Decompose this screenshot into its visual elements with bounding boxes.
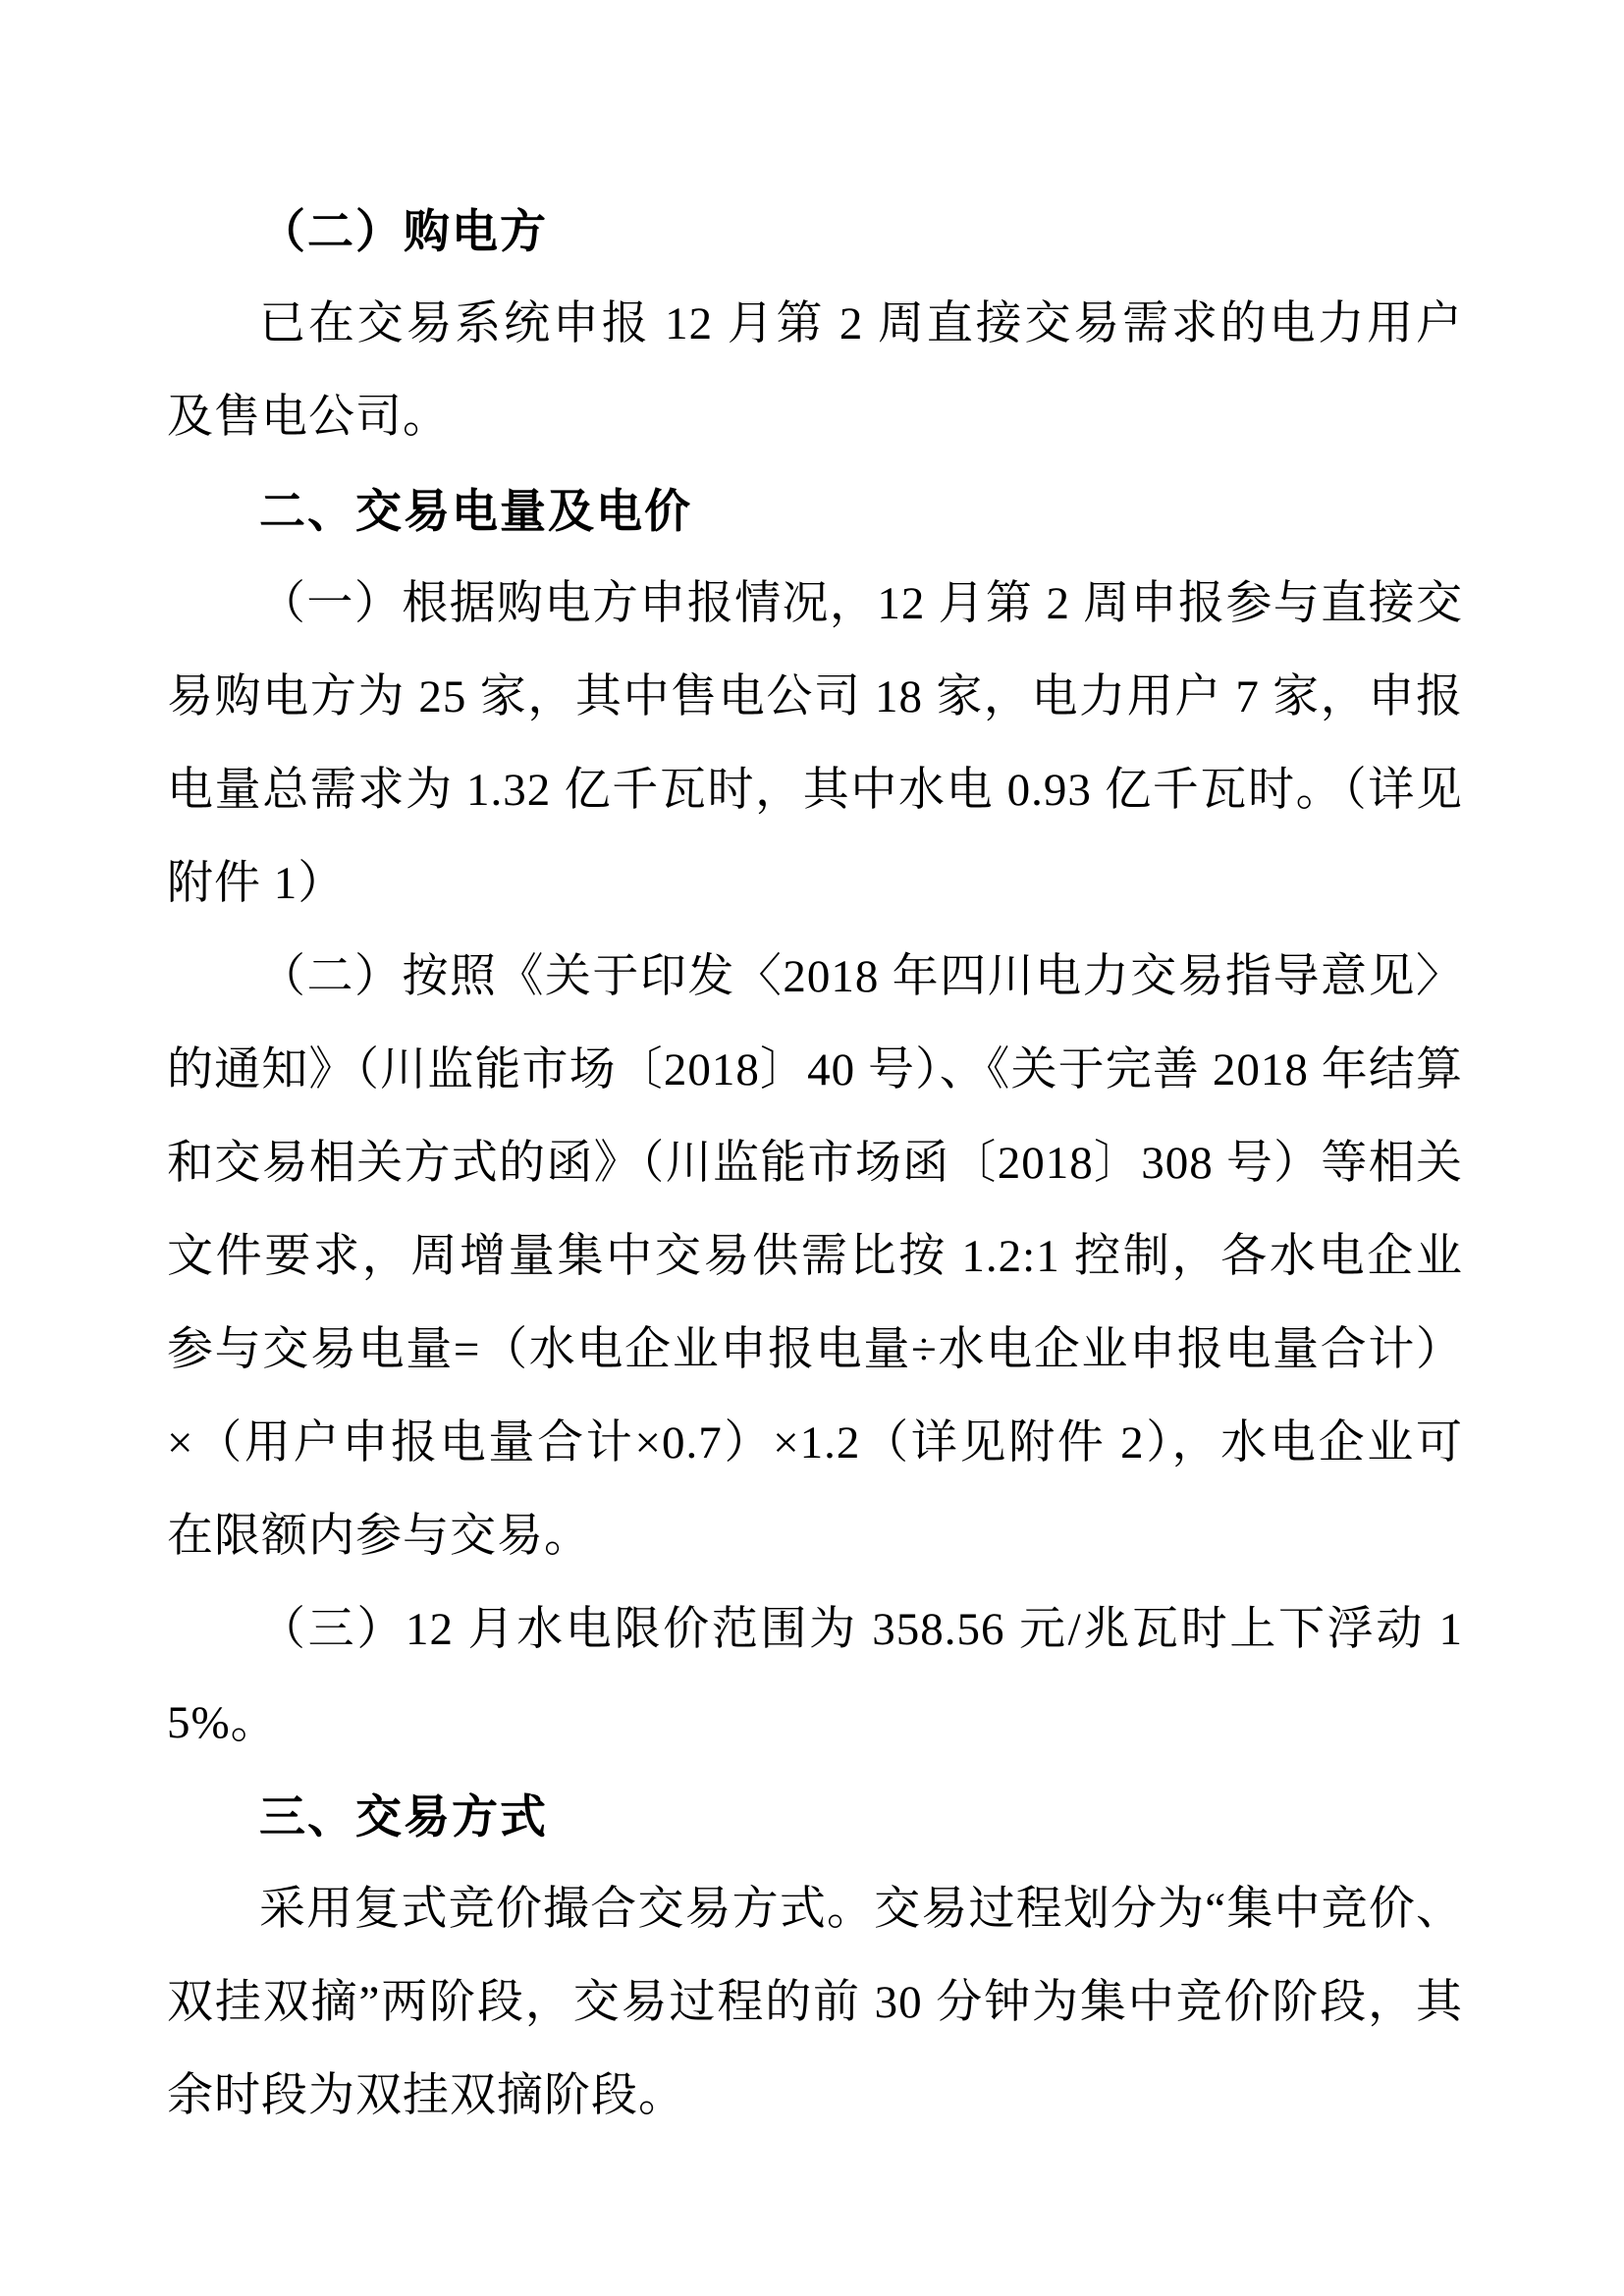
section-heading-volume-price: 二、交易电量及电价: [259, 485, 692, 537]
section-heading-buyer: （二）购电方: [259, 205, 548, 257]
paragraph-declaration-stats: （一）根据购电方申报情况，12 月第 2 周申报参与直接交易购电方为 25 家，其中售电公司 18 家，电力用户 7 家，申报电量总需求为 1.32 亿千瓦时，其中水电 0.93 亿千瓦时。（详见附件 1）: [167, 578, 1463, 909]
document-body: [167, 185, 1463, 2143]
paragraph-buyer-description: 已在交易系统申报 12 月第 2 周直接交易需求的电力用户及售电公司。: [167, 298, 1463, 443]
section-heading-trade-method: 三、交易方式: [259, 1790, 548, 1842]
paragraph-trade-method-description: 采用复式竞价撮合交易方式。交易过程划分为“集中竞价、双挂双摘”两阶段，交易过程的前 30 分钟为集中竞价阶段，其余时段为双挂双摘阶段。: [167, 1884, 1463, 2121]
paragraph-policy-formula: （二）按照《关于印发〈2018 年四川电力交易指导意见〉的通知》（川监能市场〔2018〕40 号）、《关于完善 2018 年结算和交易相关方式的函》（川监能市场函〔2018〕308 号）等相关文件要求，周增量集中交易供需比按 1.2:1 控制，各水电企业参与交易电量=（水电企业申报电量÷水电企业申报电量合计）×（用户申报电量合计×0.7）×1.2（详见附件 2），水电企业可在限额内参与交易。: [167, 951, 1463, 1562]
paragraph-price-limit: （三）12 月水电限价范围为 358.56 元/兆瓦时上下浮动 15%。: [167, 1604, 1463, 1748]
